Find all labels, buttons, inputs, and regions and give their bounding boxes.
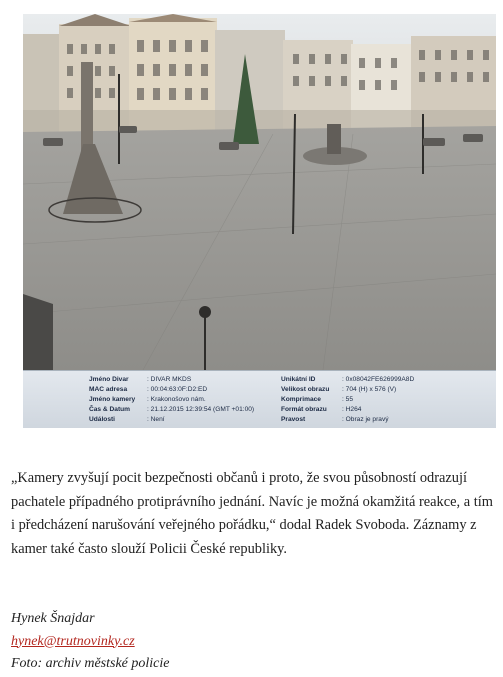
info-label: Pravost	[281, 416, 306, 423]
info-row	[281, 415, 481, 425]
info-value: : DIVAR MKDS	[147, 375, 191, 385]
info-row	[281, 405, 481, 415]
info-value: : 21.12.2015 12:39:54 (GMT +01:00)	[147, 405, 254, 415]
town-square-scene	[23, 14, 496, 370]
camera-photo	[23, 14, 496, 428]
author-email-line	[11, 631, 491, 654]
info-row	[89, 375, 285, 385]
author-email-link[interactable]: hynek@trutnovinky.cz	[11, 633, 135, 649]
info-value: : Obraz je pravý	[342, 415, 389, 425]
info-row	[281, 375, 481, 385]
info-row	[281, 395, 481, 405]
info-label: Unikátní ID	[281, 376, 316, 383]
camera-image	[23, 14, 496, 370]
info-row	[281, 385, 481, 395]
info-label: Formát obrazu	[281, 406, 327, 413]
info-row	[89, 395, 285, 405]
info-value: : 55	[342, 395, 353, 405]
info-value: : Není	[147, 415, 165, 425]
info-label: Jméno kamery	[89, 396, 136, 403]
article-credits	[11, 608, 491, 676]
camera-info-left	[89, 375, 285, 425]
info-row	[89, 385, 285, 395]
info-row	[89, 405, 285, 415]
info-label: Čas & Datum	[89, 406, 131, 413]
photo-credit: Foto: archiv městské policie	[11, 656, 170, 671]
info-value: : 704 (H) x 576 (V)	[342, 385, 396, 395]
info-label: Jméno Divar	[89, 376, 129, 383]
info-value: : H264	[342, 405, 361, 415]
info-label: MAC adresa	[89, 386, 128, 393]
author-name: Hynek Šnajdar	[11, 611, 95, 626]
info-label: Velikost obrazu	[281, 386, 330, 393]
camera-info-panel	[23, 370, 496, 428]
info-label: Události	[89, 416, 116, 423]
camera-info-right	[281, 375, 481, 425]
info-value: : 0x08042FE626999A8D	[342, 375, 414, 385]
info-row	[89, 415, 285, 425]
article-quote: „Kamery zvyšují pocit bezpečnosti občanů i proto, že svou působností odrazují pachatele případného protiprávního jednání. Navíc je možná okamžitá reakce, a tím i předcházení narušování veřejného pořádku,“ dodal Radek Svoboda. Záznamy z kamer také často slouží Policii České republiky.	[11, 470, 493, 557]
info-value: : Krakonošovo nám.	[147, 395, 206, 405]
info-label: Komprimace	[281, 396, 321, 403]
info-value: : 00:04:63:0F:D2:ED	[147, 385, 207, 395]
